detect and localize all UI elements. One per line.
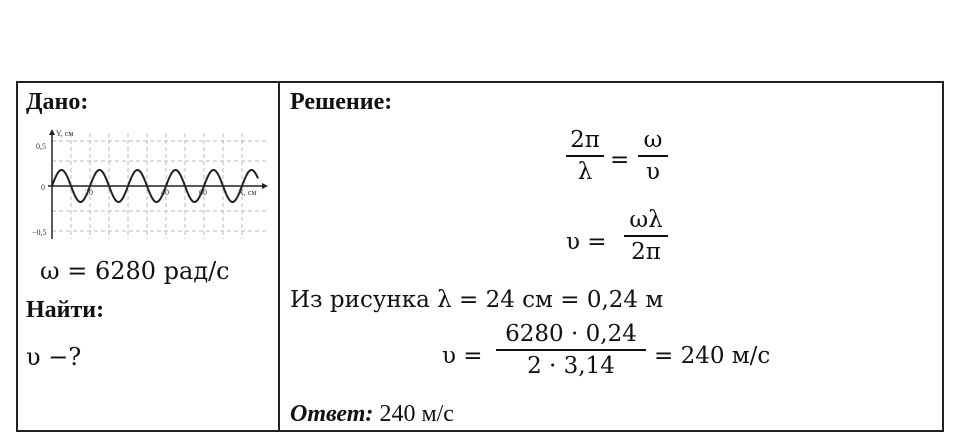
formula1-lhs-num: 2π (570, 127, 600, 153)
formula1-lhs-den: λ (577, 159, 593, 185)
formula2-den: 2π (631, 239, 661, 265)
answer-value: 240 м/с (373, 401, 454, 427)
formula1-left-fraction (566, 127, 604, 185)
x-tick-60: 60 (199, 188, 207, 197)
formula3-num: 6280 · 0,24 (505, 321, 637, 347)
x-tick-40: 40 (161, 188, 169, 197)
unknown-velocity: υ −? (26, 343, 82, 371)
y-max-label: 0,5 (36, 142, 46, 151)
wave-graph (26, 127, 270, 245)
formula1-right-fraction (638, 127, 668, 185)
y-axis-label: Y, см (56, 129, 74, 138)
given-heading: Дано: (26, 89, 89, 115)
x-tick-20: 20 (85, 188, 93, 197)
answer-line (290, 401, 454, 428)
formula3-lhs: υ = (442, 343, 483, 369)
formula2-fraction (624, 207, 668, 265)
formula3-result: = 240 м/с (654, 343, 771, 369)
find-heading: Найти: (26, 297, 105, 323)
y-min-label: −0,5 (32, 228, 47, 237)
origin-label: 0 (41, 183, 45, 192)
formula2-num: ωλ (629, 207, 663, 233)
from-figure-line: Из рисунка λ = 24 см = 0,24 м (290, 287, 664, 313)
formula2-lhs: υ = (566, 229, 607, 255)
x-axis-arrow (262, 183, 268, 189)
solution-heading: Решение: (290, 89, 393, 115)
formula3-fraction (496, 321, 646, 379)
x-axis-label: X, см (238, 188, 257, 197)
formula3-den: 2 · 3,14 (527, 353, 615, 379)
solution-table (16, 81, 944, 432)
formula1-rhs-den: υ (646, 159, 660, 185)
formula1-rhs-num: ω (643, 127, 663, 153)
column-divider (278, 83, 280, 430)
formula1-equals: = (610, 147, 630, 173)
answer-label: Ответ: (290, 401, 374, 427)
omega-value: ω = 6280 рад/с (40, 257, 230, 285)
y-axis-arrow (49, 129, 55, 135)
